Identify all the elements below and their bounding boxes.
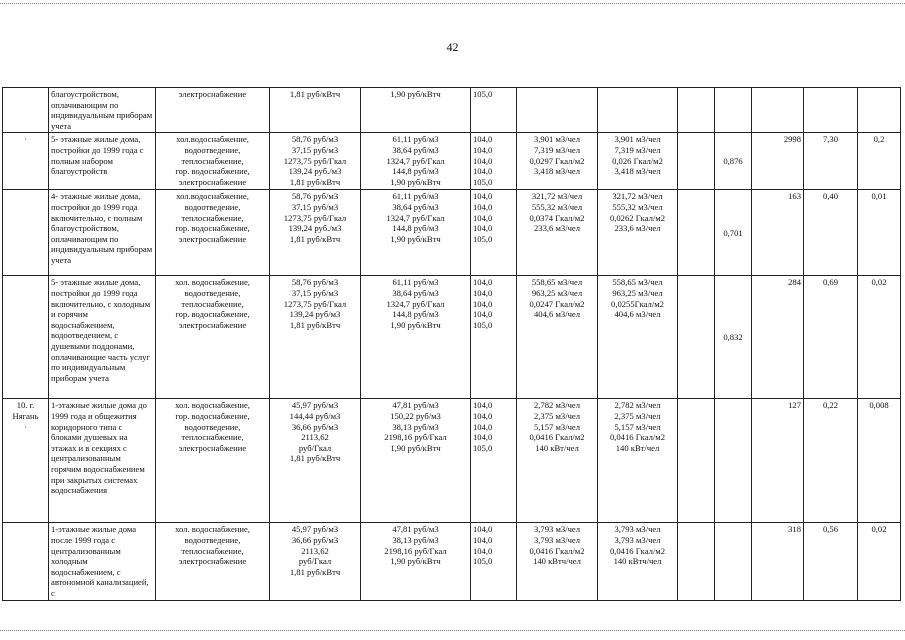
- norm-new-cell-line: 404,6 м3/чел: [614, 309, 661, 320]
- tariff-new-cell-line: 38,64 руб/м3: [392, 287, 439, 298]
- norm-old-cell-line: 0,0297 Гкал/м2: [529, 155, 585, 166]
- services-cell-line: теплоснабжение,: [181, 545, 244, 556]
- tariff-old-cell-line: 58,76 руб/м3: [291, 134, 339, 145]
- tariff-old-cell-line: 1273,75 руб/Гкал: [283, 298, 347, 309]
- services-cell-line: хол.водоснабжение,: [176, 191, 249, 202]
- table-row: [3, 190, 901, 276]
- count-cell: 284: [752, 276, 804, 399]
- count-cell: 318: [752, 523, 804, 600]
- city-cell: [3, 133, 49, 190]
- count-cell: 127: [752, 399, 804, 523]
- tariff-old-cell-line: 139,24 руб./м3: [288, 223, 342, 234]
- norm-old-cell-line: 2,375 м3/чел: [533, 410, 581, 421]
- tariff-new-cell-line: 2198,16 руб/Гкал: [384, 432, 447, 443]
- tariff-old-cell-line: 1,81 руб/кВтч: [289, 233, 341, 244]
- tariff-new-cell-line: 1324,7 руб/Гкал: [386, 212, 445, 223]
- services-cell-line: водоотведение,: [184, 534, 241, 545]
- norm-old-cell-line: 0,0416 Гкал/м2: [529, 545, 585, 556]
- blank-cell: [678, 399, 715, 523]
- norm-new-cell: [598, 88, 678, 133]
- tariff-old-cell-line: 37,15 руб/м3: [291, 201, 339, 212]
- norm-old-cell: [517, 190, 598, 276]
- norm-old-cell: [517, 399, 598, 523]
- tariff-new-cell-line: 47,81 руб/м3: [392, 524, 439, 535]
- index-cell: [471, 276, 517, 399]
- index-cell-line: 104,0: [473, 155, 493, 166]
- tariff-old-cell-line: 58,76 руб/м3: [291, 277, 339, 288]
- norm-old-cell-line: 140 кВт/чел: [535, 442, 579, 453]
- value2-cell: 0,02: [858, 523, 901, 600]
- tariff-old-cell-line: 144,44 руб/м3: [289, 410, 341, 421]
- services-cell: [156, 276, 270, 399]
- index-cell: [471, 523, 517, 600]
- value-cell: 0,40: [804, 190, 858, 276]
- norm-new-cell-line: 3,793 м3/чел: [614, 524, 661, 535]
- services-cell-line: теплоснабжение,: [181, 155, 244, 166]
- scan-bottom-edge: [0, 630, 905, 631]
- norm-old-cell-line: 5,157 м3/чел: [533, 421, 581, 432]
- margin-mark: ·: [24, 421, 27, 432]
- tariff-new-cell: [361, 190, 471, 276]
- city-cell: [3, 190, 49, 276]
- norm-old-cell-line: 321,72 м3/чел: [531, 191, 583, 202]
- tariff-old-cell: [270, 190, 361, 276]
- norm-old-cell-line: 0,0247 Гкал/м2: [529, 298, 585, 309]
- tariff-old-cell: [270, 276, 361, 399]
- tariff-old-cell: [270, 523, 361, 600]
- norm-new-cell-line: 3,901 м3/чел: [614, 134, 661, 145]
- tariff-new-cell-line: 1,90 руб/кВтч: [390, 233, 441, 244]
- housing-type-cell: благоустройством, оплачивающим по индивидуальным приборам учета: [49, 88, 156, 133]
- services-cell-line: водоотведение,: [184, 421, 241, 432]
- index-cell-line: 104,0: [473, 277, 493, 288]
- norm-new-cell-line: 963,25 м3/чел: [612, 287, 663, 298]
- tariff-new-cell-line: 1,90 руб/кВтч: [390, 442, 441, 453]
- tariff-new-cell-line: 61,11 руб/м3: [392, 134, 439, 145]
- tariff-new-cell-line: 144,8 руб/м3: [392, 166, 439, 177]
- services-cell-line: теплоснабжение,: [181, 212, 244, 223]
- tariff-old-cell-line: 45,97 руб/м3: [291, 524, 339, 535]
- tariff-new-cell-line: 150,22 руб/м3: [390, 410, 441, 421]
- blank-cell: [678, 276, 715, 399]
- value-cell: [804, 88, 858, 133]
- norm-new-cell-line: 5,157 м3/чел: [614, 421, 661, 432]
- norm-new-cell-line: 0,0416 Гкал/м2: [609, 545, 666, 556]
- coef-cell: [715, 523, 752, 600]
- housing-type-cell: 1-этажные жилые дома до 1999 года и общежития коридорного типа с блоками душевых на этажах и в секциях с централизованным горячим водоснабжением при закрытых системах водоснабжения: [49, 399, 156, 523]
- norm-old-cell: [517, 88, 598, 133]
- city-cell: [3, 88, 49, 133]
- services-cell-line: теплоснабжение,: [181, 298, 244, 309]
- scan-top-edge: [0, 3, 905, 4]
- norm-old-cell: [517, 523, 598, 600]
- norm-new-cell-line: 233,6 м3/чел: [614, 223, 661, 234]
- tariff-old-cell-line: 37,15 руб/м3: [291, 144, 339, 155]
- tariff-new-cell-line: 47,81 руб/м3: [392, 400, 439, 411]
- tariff-table: [2, 87, 901, 601]
- norm-new-cell-line: 0,0255Гкал/м2: [611, 298, 664, 309]
- index-cell-line: 104,0: [473, 524, 493, 535]
- coef-cell: [715, 399, 752, 523]
- index-cell: [471, 399, 517, 523]
- coef-cell: [715, 88, 752, 133]
- index-cell: [471, 190, 517, 276]
- services-cell: [156, 88, 270, 133]
- city-cell: [3, 399, 49, 523]
- services-cell: [156, 190, 270, 276]
- norm-new-cell: [598, 190, 678, 276]
- index-cell-line: 104,0: [473, 166, 493, 177]
- services-cell: [156, 133, 270, 190]
- tariff-new-cell-line: 38,13 руб/м3: [392, 534, 439, 545]
- norm-old-cell-line: 963,25 м3/чел: [531, 287, 583, 298]
- norm-new-cell-line: 321,72 м3/чел: [612, 191, 663, 202]
- housing-type-cell: 4- этажные жилые дома, постройки до 1999 года включительно, с полным благоустройством, оплачивающим по индивидуальным приборам учета: [49, 190, 156, 276]
- index-cell-line: 105,0: [473, 556, 493, 567]
- services-cell-line: гор. водоснабжение,: [175, 166, 250, 177]
- tariff-old-cell: [270, 88, 361, 133]
- index-cell-line: 104,0: [473, 400, 493, 411]
- services-cell-line: хол. водоснабжение,: [175, 524, 250, 535]
- table-row: [3, 276, 901, 399]
- tariff-new-cell-line: 1,90 руб/кВтч: [390, 89, 441, 99]
- services-cell-line: электроснабжение: [178, 176, 247, 187]
- blank-cell: [678, 133, 715, 190]
- value2-cell: 0,2: [858, 133, 901, 190]
- tariff-old-cell-line: 1,81 руб/кВтч: [289, 319, 341, 330]
- table-row: [3, 88, 901, 133]
- tariff-new-cell-line: 1,90 руб/кВтч: [390, 556, 441, 567]
- tariff-new-cell-line: 38,13 руб/м3: [392, 421, 439, 432]
- tariff-old-cell-line: 1,81 руб/кВтч: [289, 566, 341, 577]
- index-cell-line: 104,0: [473, 144, 493, 155]
- count-cell: 163: [752, 190, 804, 276]
- index-cell-line: 105,0: [473, 442, 493, 453]
- norm-old-cell-line: 3,793 м3/чел: [533, 534, 581, 545]
- coef-cell: 0,876: [715, 133, 752, 190]
- margin-mark: ·: [24, 134, 27, 145]
- value2-cell: 0,01: [858, 190, 901, 276]
- services-cell-line: хол. водоснабжение,: [175, 400, 250, 411]
- tariff-old-cell-line: 1,81 руб/кВтч: [289, 89, 341, 99]
- norm-new-cell-line: 0,0416 Гкал/м2: [609, 432, 666, 443]
- blank-cell: [678, 88, 715, 133]
- tariff-old-cell: [270, 399, 361, 523]
- tariff-new-cell: [361, 88, 471, 133]
- index-cell-line: 104,0: [473, 134, 493, 145]
- tariff-new-cell-line: 1,90 руб/кВтч: [390, 319, 441, 330]
- services-cell: [156, 399, 270, 523]
- norm-new-cell-line: 555,32 м3/чел: [612, 201, 663, 212]
- norm-new-cell-line: 140 кВт/чел: [615, 442, 660, 453]
- tariff-old-cell-line: руб/Гкал: [298, 442, 332, 453]
- tariff-old-cell-line: 58,76 руб/м3: [291, 191, 339, 202]
- services-cell-line: электроснабжение: [178, 556, 247, 567]
- services-cell-line: водоотведение,: [184, 201, 241, 212]
- value-cell: 0,56: [804, 523, 858, 600]
- norm-new-cell-line: 558,65 м3/чел: [612, 277, 663, 288]
- index-cell-line: 104,0: [473, 534, 493, 545]
- value2-cell: 0,02: [858, 276, 901, 399]
- index-cell-line: 104,0: [473, 287, 493, 298]
- services-cell-line: водоотведение,: [184, 287, 241, 298]
- tariff-new-cell: [361, 133, 471, 190]
- norm-old-cell: [517, 276, 598, 399]
- tariff-new-cell: [361, 399, 471, 523]
- table-row: [3, 523, 901, 600]
- index-cell-line: 104,0: [473, 410, 493, 421]
- tariff-old-cell: [270, 133, 361, 190]
- tariff-old-cell-line: 1273,75 руб/Гкал: [283, 212, 347, 223]
- tariff-new-cell: [361, 523, 471, 600]
- norm-old-cell-line: 3,418 м3/чел: [533, 166, 581, 177]
- norm-new-cell: [598, 133, 678, 190]
- coef-cell: 0,701: [715, 190, 752, 276]
- index-cell-line: 105,0: [473, 319, 493, 330]
- index-cell-line: 104,0: [473, 432, 493, 443]
- services-cell-line: теплоснабжение,: [181, 432, 244, 443]
- norm-old-cell-line: 0,0374 Гкал/м2: [529, 212, 585, 223]
- index-cell-line: 104,0: [473, 545, 493, 556]
- norm-old-cell-line: 2,782 м3/чел: [533, 400, 581, 411]
- norm-old-cell-line: 3,793 м3/чел: [533, 524, 581, 535]
- tariff-new-cell: [361, 276, 471, 399]
- tariff-new-cell-line: 38,64 руб/м3: [392, 201, 439, 212]
- tariff-old-cell-line: 37,15 руб/м3: [291, 287, 339, 298]
- norm-new-cell-line: 2,375 м3/чел: [614, 410, 661, 421]
- tariff-new-cell-line: 38,64 руб/м3: [392, 144, 439, 155]
- tariff-old-cell-line: 1,81 руб/кВтч: [289, 176, 341, 187]
- city-name: 10. г. Нягань: [12, 400, 39, 421]
- index-cell-line: 105,0: [473, 176, 493, 187]
- tariff-old-cell-line: 36,66 руб/м3: [291, 421, 339, 432]
- page-number: 42: [446, 40, 459, 54]
- tariff-new-cell-line: 144,8 руб/м3: [392, 309, 439, 320]
- index-cell: [471, 88, 517, 133]
- value2-cell: 0,008: [858, 399, 901, 523]
- norm-new-cell: [598, 276, 678, 399]
- norm-new-cell-line: 2,782 м3/чел: [614, 400, 661, 411]
- tariff-old-cell-line: 1,81 руб/кВтч: [289, 453, 341, 464]
- index-cell-line: 104,0: [473, 298, 493, 309]
- tariff-new-cell-line: 61,11 руб/м3: [392, 277, 439, 288]
- city-cell: [3, 523, 49, 600]
- tariff-old-cell-line: 139,24 руб/м3: [289, 309, 341, 320]
- norm-new-cell-line: 3,418 м3/чел: [614, 166, 661, 177]
- tariff-old-cell-line: 45,97 руб/м3: [291, 400, 339, 411]
- services-cell-line: электроснабжение: [178, 233, 247, 244]
- norm-old-cell-line: 404,6 м3/чел: [533, 309, 581, 320]
- tariff-old-cell-line: 139,24 руб./м3: [288, 166, 342, 177]
- tariff-new-cell-line: 61,11 руб/м3: [392, 191, 439, 202]
- norm-old-cell-line: 555,32 м3/чел: [531, 201, 583, 212]
- services-cell-line: водоотведение,: [184, 144, 241, 155]
- table-row: [3, 133, 901, 190]
- services-cell-line: электроснабжение: [178, 89, 247, 99]
- value-cell: 7,30: [804, 133, 858, 190]
- tariff-new-cell-line: 1,90 руб/кВтч: [390, 176, 441, 187]
- norm-old-cell-line: 3,901 м3/чел: [533, 134, 581, 145]
- norm-new-cell-line: 0,0262 Гкал/м2: [609, 212, 666, 223]
- index-cell-line: 104,0: [473, 191, 493, 202]
- tariff-old-cell-line: 2113,62: [301, 545, 329, 556]
- blank-cell: [678, 190, 715, 276]
- value-cell: 0,22: [804, 399, 858, 523]
- count-cell: 2998: [752, 133, 804, 190]
- value2-cell: [858, 88, 901, 133]
- tariff-old-cell-line: 2113,62: [301, 432, 329, 443]
- tariff-old-cell-line: 1273,75 руб/Гкал: [283, 155, 347, 166]
- norm-old-cell-line: 233,6 м3/чел: [533, 223, 581, 234]
- tariff-new-cell-line: 1324,7 руб/Гкал: [386, 155, 445, 166]
- index-cell-line: 104,0: [473, 309, 493, 320]
- services-cell-line: гор. водоснабжение,: [175, 309, 250, 320]
- services-cell: [156, 523, 270, 600]
- tariff-new-cell-line: 2198,16 руб/Гкал: [384, 545, 447, 556]
- index-cell-line: 104,0: [473, 421, 493, 432]
- table-row: [3, 399, 901, 523]
- index-cell-line: 104,0: [473, 212, 493, 223]
- housing-type-cell: 5- этажные жилые дома, постройки до 1999 года с полным набором благоустройств: [49, 133, 156, 190]
- norm-new-cell-line: 7,319 м3/чел: [614, 144, 661, 155]
- norm-old-cell-line: 0,0416 Гкал/м2: [529, 432, 585, 443]
- index-cell-line: 105,0: [473, 89, 493, 99]
- services-cell-line: хол.водоснабжение,: [176, 134, 249, 145]
- index-cell-line: 105,0: [473, 233, 493, 244]
- housing-type-cell: 1-этажные жилые дома после 1999 года с централизованным холодным водоснабжением, с автономной канализацией, с: [49, 523, 156, 600]
- index-cell: [471, 133, 517, 190]
- norm-new-cell-line: 3,793 м3/чел: [614, 534, 661, 545]
- norm-old-cell-line: 140 кВтч/чел: [533, 556, 581, 567]
- count-cell: [752, 88, 804, 133]
- norm-old-cell-line: 7,319 м3/чел: [533, 144, 581, 155]
- norm-new-cell-line: 0,026 Гкал/м2: [612, 155, 663, 166]
- services-cell-line: хол. водоснабжение,: [175, 277, 250, 288]
- tariff-new-cell-line: 1324,7 руб/Гкал: [386, 298, 445, 309]
- norm-new-cell-line: 140 кВтч/чел: [613, 556, 662, 567]
- services-cell-line: электроснабжение: [178, 319, 247, 330]
- coef-cell: 0,832: [715, 276, 752, 399]
- tariff-old-cell-line: 36,66 руб/м3: [291, 534, 339, 545]
- norm-new-cell: [598, 523, 678, 600]
- services-cell-line: гор. водоснабжение,: [175, 410, 250, 421]
- norm-old-cell: [517, 133, 598, 190]
- tariff-new-cell-line: 144,8 руб/м3: [392, 223, 439, 234]
- services-cell-line: электроснабжение: [178, 442, 247, 453]
- index-cell-line: 104,0: [473, 223, 493, 234]
- tariff-old-cell-line: руб/Гкал: [298, 556, 332, 567]
- value-cell: 0,69: [804, 276, 858, 399]
- norm-new-cell: [598, 399, 678, 523]
- norm-old-cell-line: 558,65 м3/чел: [531, 277, 583, 288]
- index-cell-line: 104,0: [473, 201, 493, 212]
- blank-cell: [678, 523, 715, 600]
- services-cell-line: гор. водоснабжение,: [175, 223, 250, 234]
- housing-type-cell: 5- этажные жилые дома, постройки до 1999 года включительно, с холодным и горячим водоснабжением, водоотведением, с душевыми поддонами, оплачивающие часть услуг по индивидуальным приборам учета: [49, 276, 156, 399]
- city-cell: [3, 276, 49, 399]
